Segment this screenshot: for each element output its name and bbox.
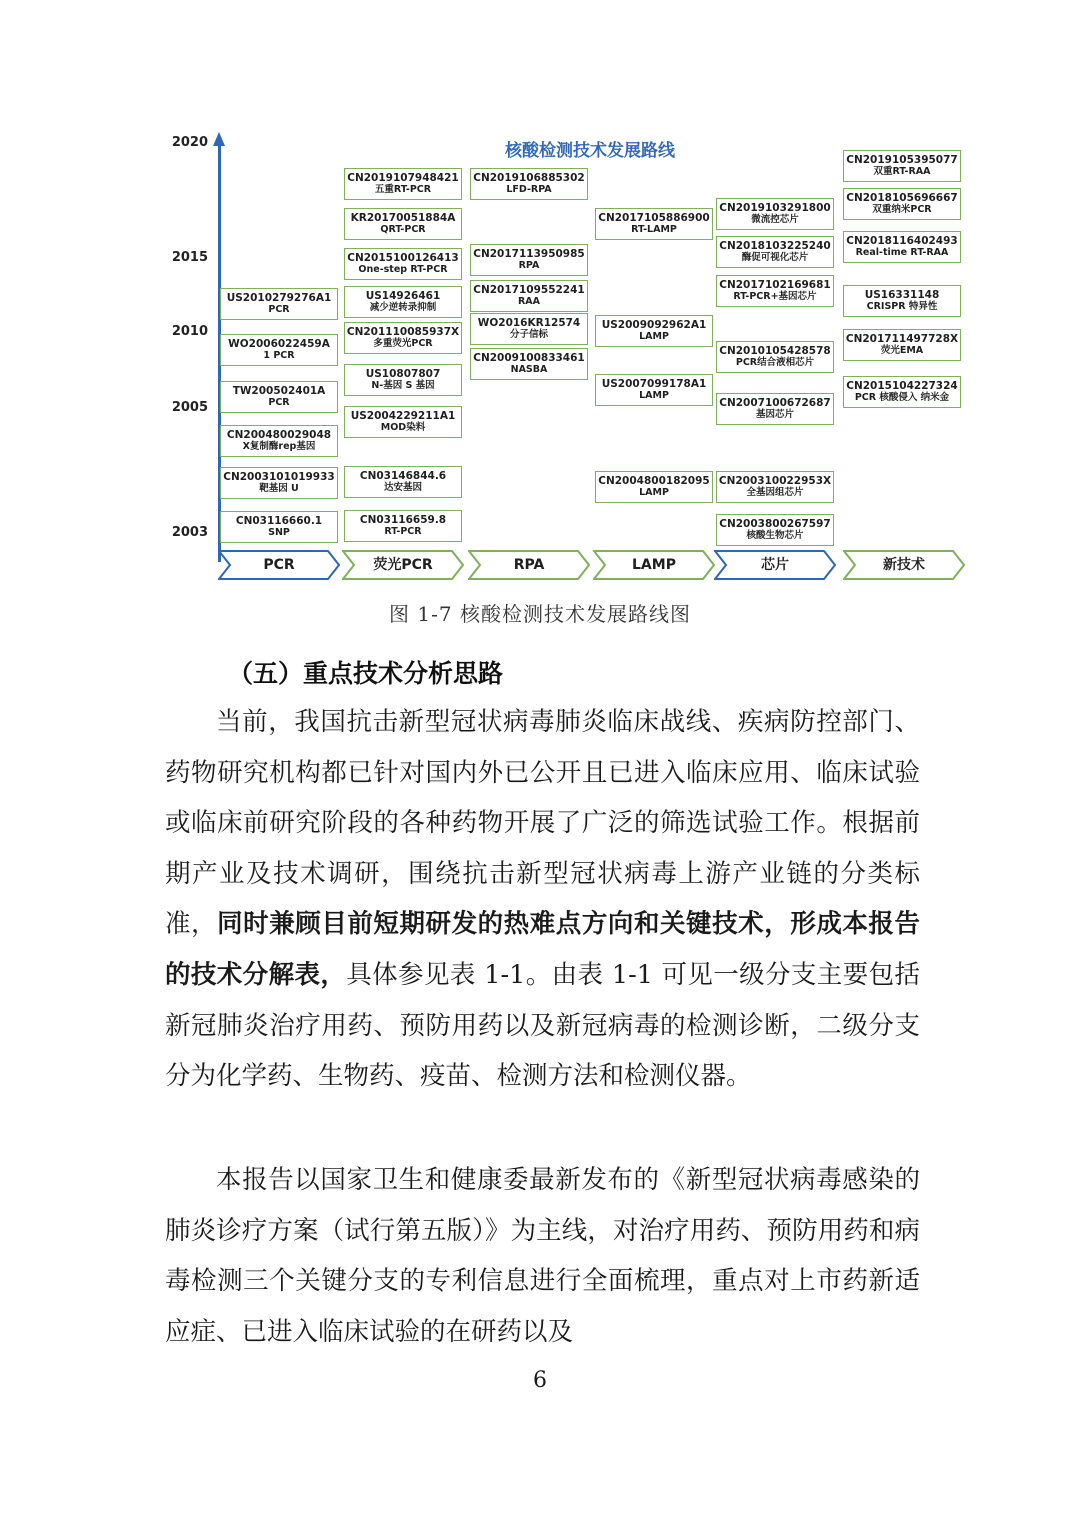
patent-description: LAMP bbox=[639, 390, 669, 401]
patent-number: CN2009100833461 bbox=[473, 352, 585, 364]
patent-box bbox=[220, 511, 338, 543]
patent-description: 减少逆转录抑制 bbox=[369, 302, 437, 313]
patent-box bbox=[470, 244, 588, 276]
patent-box bbox=[344, 248, 462, 280]
patent-number: KR20170051884A bbox=[350, 212, 456, 224]
section-heading: （五）重点技术分析思路 bbox=[228, 659, 504, 688]
patent-description: RT-PCR+基因芯片 bbox=[733, 291, 817, 302]
category-chevron bbox=[218, 550, 340, 580]
paragraph-1 bbox=[165, 697, 920, 1102]
category-label: 新技术 bbox=[883, 557, 925, 573]
patent-number: WO2016KR12574 bbox=[477, 317, 581, 329]
patent-description: RAA bbox=[517, 296, 541, 307]
patent-box bbox=[843, 188, 961, 220]
category-label: 芯片 bbox=[761, 557, 789, 573]
patent-number: US16331148 bbox=[864, 289, 940, 301]
patent-box bbox=[344, 466, 462, 498]
patent-number: CN2017102169681 bbox=[719, 279, 831, 291]
patent-box bbox=[716, 275, 834, 307]
patent-box bbox=[470, 280, 588, 312]
patent-number: CN2017113950985 bbox=[473, 248, 585, 260]
patent-box bbox=[220, 425, 338, 457]
patent-number: CN2015100126413 bbox=[347, 252, 459, 264]
patent-number: CN2015104227324 bbox=[846, 380, 958, 392]
category-label: 荧光PCR bbox=[373, 557, 433, 573]
patent-description: X复制酶rep基因 bbox=[242, 441, 316, 452]
paragraph-1-bold: 同时兼顾目前短期研发的热难点方向和关键技术，形成本报告的技术分解表， bbox=[165, 909, 920, 990]
patent-box bbox=[470, 348, 588, 380]
patent-number: CN200480029048 bbox=[226, 429, 332, 441]
patent-box bbox=[843, 329, 961, 361]
patent-description: LFD-RPA bbox=[506, 184, 552, 195]
patent-box bbox=[470, 313, 588, 345]
category-chevron bbox=[342, 550, 464, 580]
patent-number: CN03116660.1 bbox=[235, 515, 323, 527]
patent-box bbox=[595, 208, 713, 240]
patent-number: CN2018103225240 bbox=[719, 240, 831, 252]
patent-number: US2009092962A1 bbox=[601, 319, 707, 331]
patent-number: CN2007100672687 bbox=[719, 397, 831, 409]
patent-box bbox=[716, 198, 834, 230]
patent-box bbox=[344, 510, 462, 542]
category-label: RPA bbox=[513, 557, 545, 573]
patent-description: PCR bbox=[268, 397, 290, 408]
patent-box bbox=[595, 471, 713, 503]
paragraph-2-text: 本报告以国家卫生和健康委最新发布的《新型冠状病毒感染的肺炎诊疗方案（试行第五版）》为主线，对治疗用药、预防用药和病毒检测三个关键分支的专利信息进行全面梳理，重点对上市药新适应症、已进入临床试验的在研药以及 bbox=[165, 1165, 920, 1347]
year-label-2015: 2015 bbox=[171, 250, 208, 265]
patent-description: MOD染料 bbox=[380, 422, 426, 433]
patent-number: CN201711497728X bbox=[845, 333, 959, 345]
patent-description: NASBA bbox=[510, 364, 548, 375]
patent-description: PCR 核酸侵入 纳米金 bbox=[854, 392, 950, 403]
category-chevron bbox=[593, 550, 715, 580]
roadmap-title: 核酸检测技术发展路线 bbox=[505, 141, 675, 161]
patent-description: 靶基因 U bbox=[259, 483, 299, 494]
patent-number: CN2003101019933 bbox=[223, 471, 335, 483]
patent-description: 多重荧光PCR bbox=[373, 338, 433, 349]
patent-description: 五重RT-PCR bbox=[374, 184, 432, 195]
patent-description: N-基因 S 基因 bbox=[371, 380, 435, 391]
patent-number: CN2019107948421 bbox=[347, 172, 459, 184]
patent-number: CN2003800267597 bbox=[719, 518, 831, 530]
patent-box bbox=[220, 288, 338, 320]
year-label-2003: 2003 bbox=[171, 525, 208, 540]
year-axis-arrow-icon bbox=[213, 132, 225, 146]
patent-number: CN200310022953X bbox=[718, 475, 832, 487]
figure-caption: 图 1-7 核酸检测技术发展路线图 bbox=[389, 602, 691, 626]
patent-box bbox=[716, 236, 834, 268]
patent-box bbox=[344, 208, 462, 240]
patent-box bbox=[344, 406, 462, 438]
patent-box bbox=[470, 168, 588, 200]
patent-description: 双重纳米PCR bbox=[872, 204, 932, 215]
patent-description: LAMP bbox=[639, 331, 669, 342]
patent-description: 达安基因 bbox=[383, 482, 422, 493]
patent-number: US2004229211A1 bbox=[350, 410, 456, 422]
category-label: LAMP bbox=[632, 557, 676, 573]
patent-box bbox=[595, 374, 713, 406]
patent-description: RPA bbox=[518, 260, 540, 271]
patent-description: 基因芯片 bbox=[755, 409, 794, 420]
patent-number: CN2018105696667 bbox=[846, 192, 958, 204]
patent-number: CN2004800182095 bbox=[598, 475, 710, 487]
paragraph-1-text-b: 具体参见表 1-1。由表 1-1 可见一级分支主要包括新冠肺炎治疗用药、预防用药以及新冠病毒的检测诊断，二级分支分为化学药、生物药、疫苗、检测方法和检测仪器。 bbox=[165, 959, 920, 1092]
category-chevron bbox=[843, 550, 965, 580]
patent-box bbox=[344, 322, 462, 354]
category-chevron bbox=[468, 550, 590, 580]
patent-box bbox=[843, 231, 961, 263]
patent-description: SNP bbox=[268, 527, 290, 538]
patent-description: QRT-PCR bbox=[380, 224, 426, 235]
patent-number: US14926461 bbox=[365, 290, 441, 302]
paragraph-2 bbox=[165, 1155, 920, 1357]
patent-description: RT-PCR bbox=[384, 526, 422, 537]
patent-box bbox=[595, 315, 713, 347]
patent-number: CN2017105886900 bbox=[598, 212, 710, 224]
patent-description: 酶促可视化芯片 bbox=[741, 252, 809, 263]
patent-description: 荧光EMA bbox=[880, 345, 924, 356]
patent-number: TW200502401A bbox=[232, 385, 326, 397]
patent-box bbox=[716, 393, 834, 425]
patent-description: RT-LAMP bbox=[631, 224, 677, 235]
patent-number: CN2019103291800 bbox=[719, 202, 831, 214]
patent-number: CN2019106885302 bbox=[473, 172, 585, 184]
patent-box bbox=[344, 364, 462, 396]
patent-box bbox=[843, 150, 961, 182]
patent-number: CN03146844.6 bbox=[359, 470, 447, 482]
patent-description: 分子信标 bbox=[509, 329, 548, 340]
patent-description: 微流控芯片 bbox=[751, 214, 799, 225]
patent-description: 双重RT-RAA bbox=[873, 166, 931, 177]
patent-box bbox=[716, 514, 834, 546]
category-label: PCR bbox=[263, 557, 295, 573]
patent-number: CN2010105428578 bbox=[719, 345, 831, 357]
patent-description: Real-time RT-RAA bbox=[855, 247, 949, 258]
patent-number: US10807807 bbox=[365, 368, 441, 380]
patent-number: CN2017109552241 bbox=[473, 284, 585, 296]
year-label-2010: 2010 bbox=[171, 324, 208, 339]
patent-description: One-step RT-PCR bbox=[358, 264, 448, 275]
year-label-2020: 2020 bbox=[171, 135, 208, 150]
patent-description: 核酸生物芯片 bbox=[746, 530, 804, 541]
patent-box bbox=[220, 334, 338, 366]
patent-number: CN03116659.8 bbox=[359, 514, 447, 526]
patent-box bbox=[344, 286, 462, 318]
patent-description: 全基因组芯片 bbox=[746, 487, 804, 498]
patent-box bbox=[220, 381, 338, 413]
patent-description: PCR bbox=[268, 304, 290, 315]
patent-description: CRISPR 特异性 bbox=[866, 301, 938, 312]
patent-box bbox=[716, 471, 834, 503]
patent-number: CN2018116402493 bbox=[846, 235, 958, 247]
patent-number: CN201110085937X bbox=[346, 326, 460, 338]
patent-box bbox=[843, 376, 961, 408]
technology-roadmap-figure bbox=[160, 128, 960, 588]
patent-box bbox=[843, 285, 961, 317]
patent-description: LAMP bbox=[639, 487, 669, 498]
paragraph-1-text-a: 当前，我国抗击新型冠状病毒肺炎临床战线、疾病防控部门、药物研究机构都已针对国内外已公开且已进入临床应用、临床试验或临床前研究阶段的各种药物开展了广泛的筛选试验工作。根据前期产业及技术调研，围绕抗击新型冠状病毒上游产业链的分类标准， bbox=[165, 707, 920, 940]
year-label-2005: 2005 bbox=[171, 400, 208, 415]
category-chevron bbox=[714, 550, 836, 580]
patent-number: US2007099178A1 bbox=[601, 378, 707, 390]
patent-box bbox=[716, 341, 834, 373]
patent-box bbox=[344, 168, 462, 200]
patent-box bbox=[220, 467, 338, 499]
page-number: 6 bbox=[533, 1368, 547, 1393]
patent-number: US2010279276A1 bbox=[226, 292, 332, 304]
patent-number: WO2006022459A bbox=[228, 338, 330, 350]
patent-description: 1 PCR bbox=[263, 350, 295, 361]
patent-description: PCR结合液相芯片 bbox=[735, 357, 815, 368]
patent-number: CN2019105395077 bbox=[846, 154, 958, 166]
